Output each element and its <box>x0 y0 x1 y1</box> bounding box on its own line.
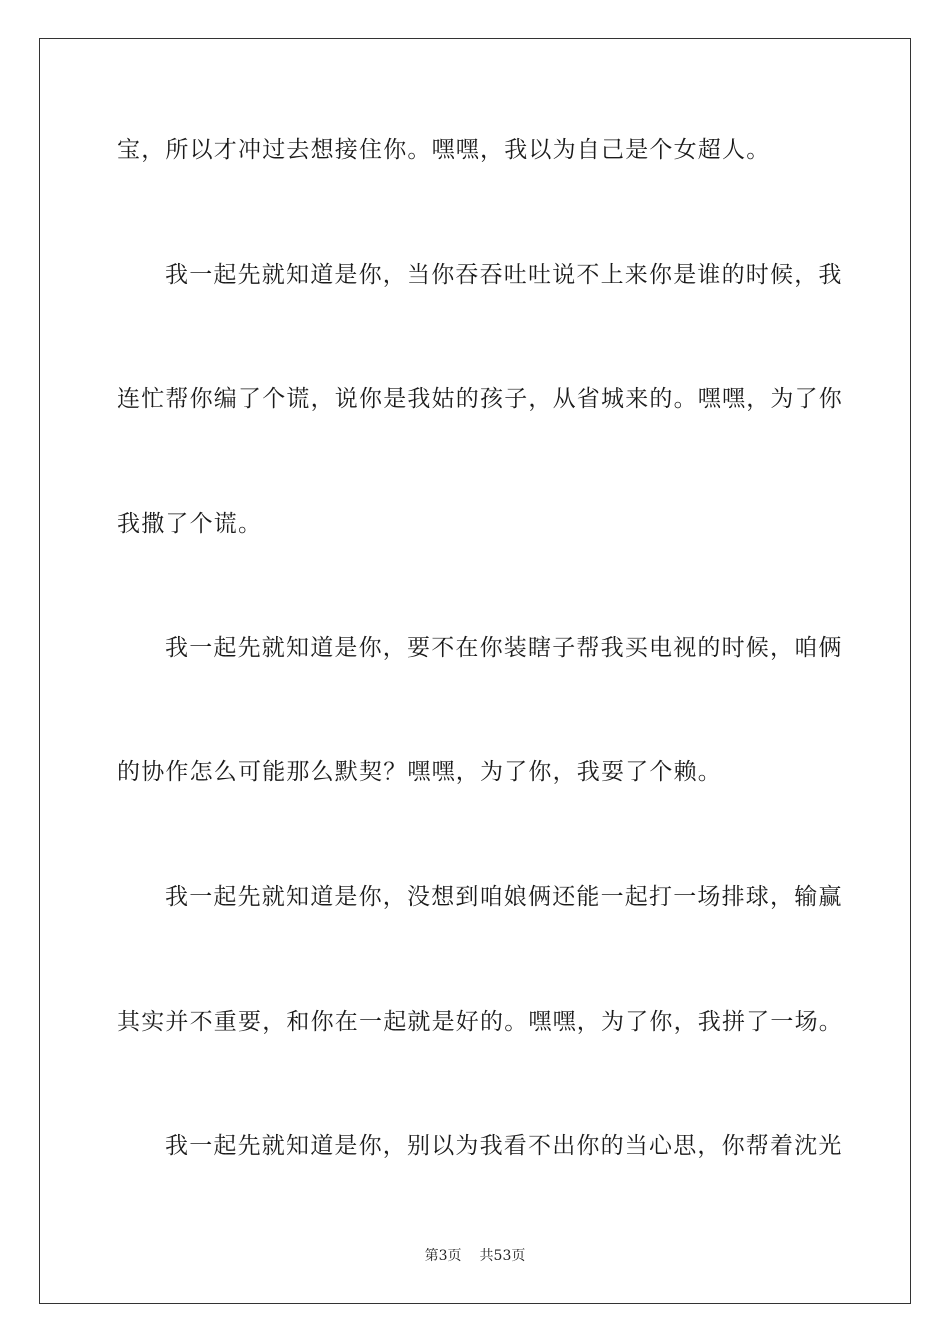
text-line-4: 我撒了个谎。 <box>117 511 263 537</box>
text-line-8: 其实并不重要，和你在一起就是好的。嘿嘿，为了你，我拼了一场。 <box>117 1009 843 1035</box>
text-line-6: 的协作怎么可能那么默契？嘿嘿，为了你，我耍了个赖。 <box>117 759 722 785</box>
text-line-1: 宝，所以才冲过去想接住你。嘿嘿，我以为自己是个女超人。 <box>117 137 771 163</box>
text-line-3: 连忙帮你编了个谎，说你是我姑的孩子，从省城来的。嘿嘿，为了你 <box>117 386 843 412</box>
text-line-9: 我一起先就知道是你，别以为我看不出你的当心思，你帮着沈光 <box>165 1133 843 1159</box>
page-footer <box>0 1247 950 1265</box>
page-number: 第3页 <box>424 1248 462 1264</box>
page-border <box>39 38 911 1304</box>
text-line-5: 我一起先就知道是你，要不在你装瞎子帮我买电视的时候，咱俩 <box>165 635 843 661</box>
text-line-7: 我一起先就知道是你，没想到咱娘俩还能一起打一场排球，输赢 <box>165 884 843 910</box>
page-total: 共53页 <box>479 1248 526 1264</box>
text-line-2: 我一起先就知道是你，当你吞吞吐吐说不上来你是谁的时候，我 <box>165 262 843 288</box>
